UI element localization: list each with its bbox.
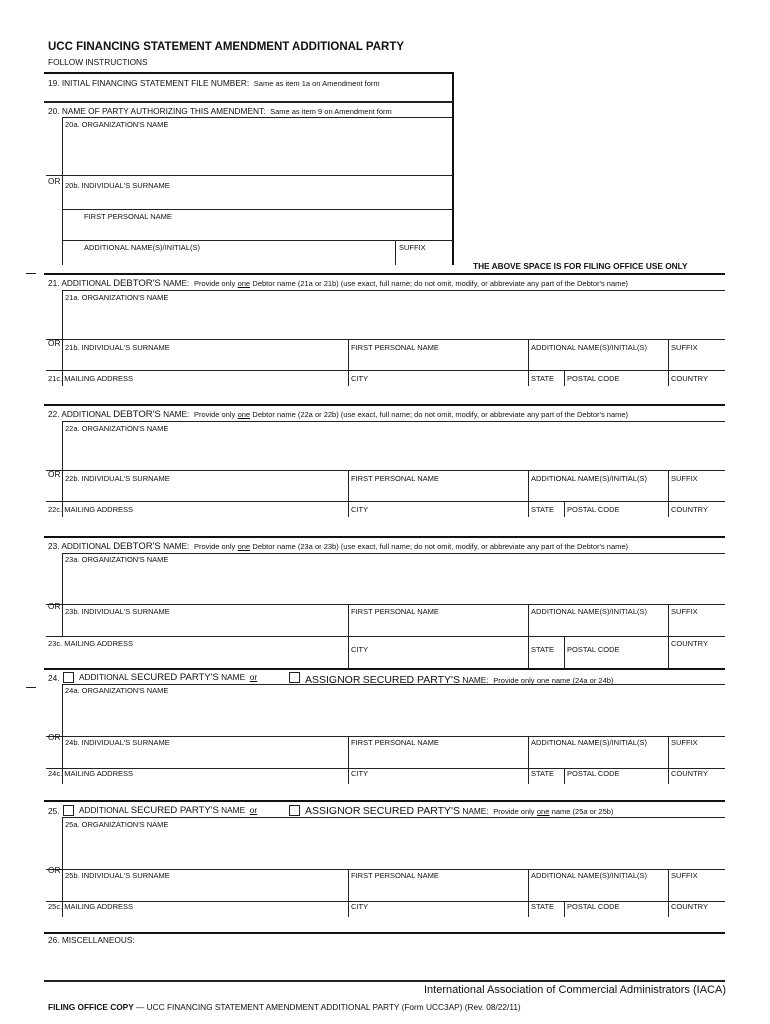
iaca-org: International Association of Commercial Administrators (IACA) [423,984,726,996]
org-name-field[interactable] [64,131,450,171]
debtor-21-postal-label: POSTAL CODE [567,374,620,383]
debtor-22-surname-label: 22b. INDIVIDUAL'S SURNAME [65,474,170,483]
debtor-23-or: OR [48,601,61,611]
sp-25-postal-label: POSTAL CODE [567,902,620,911]
sp-25-suffix-label: SUFFIX [671,871,698,880]
debtor-22-postal-label: POSTAL CODE [567,505,620,514]
sp-25-or: OR [48,865,61,875]
debtor-21-additional-label: ADDITIONAL NAME(S)/INITIAL(S) [531,343,647,352]
follow-instructions: FOLLOW INSTRUCTIONS [48,57,148,67]
debtor-21-city-label: CITY [351,374,369,383]
sp-24-postal-label: POSTAL CODE [567,769,620,778]
misc-label: 26. MISCELLANEOUS: [48,935,135,945]
sp-24-or: OR [48,732,61,742]
debtor-21-country-label: COUNTRY [671,374,708,383]
debtor-23-heading: 23. ADDITIONAL DEBTOR'S NAME: Provide only one Debtor name (23a or 23b) (use exact, full name; do not omit, modify, or abbreviate any part of the Debtor's name) [48,541,629,552]
sp-24-num: 24. [48,673,60,683]
sp-25-org-field[interactable] [64,831,722,865]
debtor-21-heading: 21. ADDITIONAL DEBTOR'S NAME: Provide only one Debtor name (21a or 21b) (use exact, full name; do not omit, modify, or abbreviate any part of the Debtor's name) [48,278,629,289]
debtor-22-state-label: STATE [531,505,555,514]
sp-25-assignor-checkbox[interactable] [289,805,300,816]
debtor-23-postal-label: POSTAL CODE [567,645,620,654]
form-title: UCC FINANCING STATEMENT AMENDMENT ADDITIONAL PARTY [48,41,405,53]
sp-24-suffix-label: SUFFIX [671,738,698,747]
sp-24-additional-names-label: ADDITIONAL NAME(S)/INITIAL(S) [531,738,647,747]
debtor-21-mailing-label: 21c. MAILING ADDRESS [48,374,134,383]
sp-25-first-label: FIRST PERSONAL NAME [351,871,439,880]
debtor-22-country-label: COUNTRY [671,505,708,514]
sp-24-org-field[interactable] [64,697,722,731]
sp-25-mailing-label: 25c. MAILING ADDRESS [48,902,134,911]
sp-24-assignor-label: ASSIGNOR SECURED PARTY'S NAME: Provide only one name (24a or 24b) [305,674,614,686]
debtor-23-first-label: FIRST PERSONAL NAME [351,607,439,616]
debtor-21-suffix-label: SUFFIX [671,343,698,352]
sp-24-first-label: FIRST PERSONAL NAME [351,738,439,747]
debtor-22-additional-label: ADDITIONAL NAME(S)/INITIAL(S) [531,474,647,483]
item20-label: 20. NAME OF PARTY AUTHORIZING THIS AMENDMENT: Same as item 9 on Amendment form [48,106,392,116]
sp-25-additional-checkbox[interactable] [63,805,74,816]
debtor-22-mailing-label: 22c. MAILING ADDRESS [48,505,134,514]
misc-field[interactable] [46,948,723,978]
debtor-22-org-label: 22a. ORGANIZATION'S NAME [65,424,169,433]
sp-24-city-label: CITY [351,769,369,778]
debtor-22-city-label: CITY [351,505,369,514]
sp-25-num: 25. [48,806,60,816]
first-name-label: FIRST PERSONAL NAME [84,212,172,221]
debtor-22-first-label: FIRST PERSONAL NAME [351,474,439,483]
sp-25-surname-label: 25b. INDIVIDUAL'S SURNAME [65,871,170,880]
sp-24-state-label: STATE [531,769,555,778]
sp-25-org-label: 25a. ORGANIZATION'S NAME [65,820,169,829]
sp-25-state-label: STATE [531,902,555,911]
debtor-23-surname-label: 23b. INDIVIDUAL'S SURNAME [65,607,170,616]
surname-label: 20b. INDIVIDUAL'S SURNAME [65,181,170,190]
debtor-21-org-label: 21a. ORGANIZATION'S NAME [65,293,169,302]
debtor-22-org-field[interactable] [64,434,722,467]
sp-24-org-label: 24a. ORGANIZATION'S NAME [65,686,169,695]
debtor-22-suffix-label: SUFFIX [671,474,698,483]
footer-copy: FILING OFFICE COPY — UCC FINANCING STATEMENT AMENDMENT ADDITIONAL PARTY (Form UCC3AP) (Rev. 08/22/11) [48,1002,521,1012]
debtor-21-surname-label: 21b. INDIVIDUAL'S SURNAME [65,343,170,352]
debtor-21-org-field[interactable] [64,303,722,336]
file-number-field[interactable] [48,91,448,100]
debtor-23-org-label: 23a. ORGANIZATION'S NAME [65,555,169,564]
debtor-23-state-label: STATE [531,645,555,654]
debtor-22-heading: 22. ADDITIONAL DEBTOR'S NAME: Provide only one Debtor name (22a or 22b) (use exact, full name; do not omit, modify, or abbreviate any part of the Debtor's name) [48,409,629,420]
additional-names-label: ADDITIONAL NAME(S)/INITIAL(S) [84,243,200,252]
or-label: OR [48,176,61,186]
sp-24-assignor-checkbox[interactable] [289,672,300,683]
sp-24-additional-checkbox[interactable] [63,672,74,683]
sp-24-country-label: COUNTRY [671,769,708,778]
sp-24-surname-label: 24b. INDIVIDUAL'S SURNAME [65,738,170,747]
filing-office-note: THE ABOVE SPACE IS FOR FILING OFFICE USE ONLY [473,261,688,271]
suffix-label: SUFFIX [399,243,426,252]
debtor-21-first-label: FIRST PERSONAL NAME [351,343,439,352]
debtor-23-country-label: COUNTRY [671,639,708,648]
sp-25-additional-label: ADDITIONAL SECURED PARTY'S NAME or [79,805,258,816]
debtor-22-or: OR [48,469,61,479]
org-name-label: 20a. ORGANIZATION'S NAME [65,120,169,129]
debtor-21-or: OR [48,338,61,348]
sp-25-additional-names-label: ADDITIONAL NAME(S)/INITIAL(S) [531,871,647,880]
debtor-23-org-field[interactable] [64,566,722,600]
sp-24-additional-label: ADDITIONAL SECURED PARTY'S NAME or [79,672,258,683]
debtor-23-suffix-label: SUFFIX [671,607,698,616]
sp-25-assignor-label: ASSIGNOR SECURED PARTY'S NAME: Provide only one name (25a or 25b) [305,805,614,817]
sp-24-mailing-label: 24c. MAILING ADDRESS [48,769,134,778]
debtor-21-state-label: STATE [531,374,555,383]
debtor-23-city-label: CITY [351,645,369,654]
debtor-23-mailing-label: 23c. MAILING ADDRESS [48,639,134,648]
sp-25-city-label: CITY [351,902,369,911]
sp-25-country-label: COUNTRY [671,902,708,911]
debtor-23-additional-label: ADDITIONAL NAME(S)/INITIAL(S) [531,607,647,616]
item19-label: 19. INITIAL FINANCING STATEMENT FILE NUMBER: Same as item 1a on Amendment form [48,78,380,88]
